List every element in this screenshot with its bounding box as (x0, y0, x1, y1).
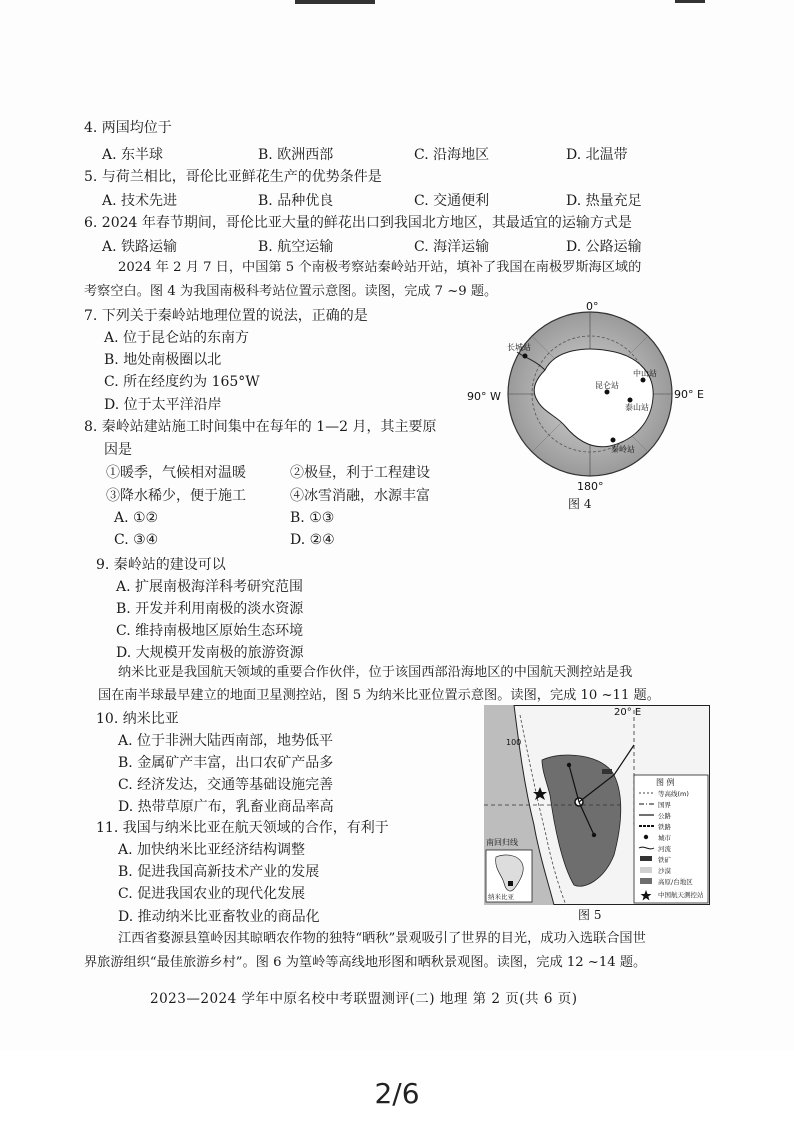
q9-option-d: D. 大规模开发南极的旅游资源 (116, 645, 304, 661)
figure-4-antarctica-map (465, 300, 715, 520)
legend-swatch-plateau (640, 878, 652, 884)
contour-label: 100 (506, 738, 522, 747)
lon-label-left: 90° W (467, 390, 501, 403)
q6-option-d: D. 公路运输 (566, 239, 642, 255)
q6-option-a: A. 铁路运输 (102, 239, 178, 255)
q6-option-c: C. 海洋运输 (414, 239, 490, 255)
page-indicator: 2/6 (374, 1077, 420, 1110)
q10-option-a: A. 位于非洲大陆西南部，地势低平 (118, 733, 334, 749)
q4-option-b: B. 欧洲西部 (258, 147, 334, 163)
legend-item-7: 沙漠 (658, 867, 671, 875)
taishan-station-label: 泰山站 (625, 403, 649, 412)
q10-option-c: C. 经济发达，交通等基础设施完善 (118, 777, 334, 793)
q11-option-b: B. 促进我国高新技术产业的发展 (118, 864, 320, 880)
question-10-stem: 10. 纳米比亚 (96, 711, 179, 727)
q4-option-a: A. 东半球 (102, 147, 164, 163)
legend-item-3: 铁路 (658, 823, 671, 831)
inset-namibia-marker (508, 881, 513, 886)
lon-label-right: 90° E (674, 388, 704, 401)
q11-option-a: A. 加快纳米比亚经济结构调整 (118, 842, 306, 858)
question-9-stem: 9. 秦岭站的建设可以 (96, 557, 226, 573)
question-11-stem: 11. 我国与纳米比亚在航天领域的合作，有利于 (96, 820, 389, 836)
legend-item-5: 河流 (658, 845, 671, 853)
scan-mark (675, 0, 705, 3)
legend-swatch-iron (640, 856, 652, 861)
taishan-station-marker (628, 398, 633, 403)
figure-4-caption: 图 4 (568, 497, 592, 511)
q8-statement-2: ②极昼，利于工程建设 (290, 465, 430, 481)
q9-option-c: C. 维持南极地区原始生态环境 (116, 623, 304, 639)
q6-option-b: B. 航空运输 (258, 239, 334, 255)
q5-option-d: D. 热量充足 (566, 193, 642, 209)
q7-option-a: A. 位于昆仑站的东南方 (104, 330, 250, 346)
q9-option-a: A. 扩展南极海洋科考研究范围 (116, 579, 304, 595)
q8-option-c: C. ③④ (114, 532, 159, 548)
q5-option-a: A. 技术先进 (102, 193, 178, 209)
passage-2-line-1: 纳米比亚是我国航天领域的重要合作伙伴，位于该国西部沿海地区的中国航天测控站是我 (118, 665, 633, 680)
legend-item-4: 城市 (658, 834, 671, 842)
q8-option-d: D. ②④ (290, 532, 335, 548)
passage-2-line-2: 国在南半球最早建立的地面卫星测控站，图 5 为纳米比亚位置示意图。读图，完成 10 ~11 题。 (98, 688, 660, 703)
lon-label-bottom: 180° (577, 480, 604, 493)
q8-statement-4: ④冰雪消融，水源丰富 (290, 488, 430, 504)
q8-option-a: A. ①② (114, 510, 159, 526)
iron-mine-marker (602, 769, 612, 774)
legend-item-8: 高原/台地区 (658, 878, 693, 886)
question-8-stem-1: 8. 秦岭站建站施工时间集中在每年的 1—2 月，其主要原 (84, 419, 437, 435)
q4-option-c: C. 沿海地区 (414, 147, 490, 163)
legend-swatch-desert (640, 867, 652, 873)
q4-option-d: D. 北温带 (566, 147, 628, 163)
passage-3-line-1: 江西省婺源县篁岭因其晾晒农作物的独特“晒秋”景观吸引了世界的目光，成功入选联合国世 (118, 931, 646, 946)
question-8-stem-2: 因是 (104, 442, 132, 458)
qinling-station-marker (611, 438, 616, 443)
q10-option-d: D. 热带草原广布，乳畜业商品率高 (118, 799, 334, 815)
q5-option-c: C. 交通便利 (414, 193, 490, 209)
question-6-stem: 6. 2024 年春节期间，哥伦比亚大量的鲜花出口到我国北方地区，其最适宜的运输方式是 (84, 215, 632, 231)
q10-option-b: B. 金属矿产丰富，出口农矿产品多 (118, 755, 334, 771)
kunlun-station-marker (605, 390, 610, 395)
passage-3-line-2: 界旅游组织“最佳旅游乡村”。图 6 为篁岭等高线地形图和晒秋景观图。读图，完成 12 ~14 题。 (84, 955, 647, 970)
question-4-stem: 4. 两国均位于 (84, 120, 172, 136)
legend-item-9: 中国航天测控站 (658, 891, 704, 899)
question-7-stem: 7. 下列关于秦岭站地理位置的说法，正确的是 (84, 308, 368, 324)
figure-5-namibia-map (484, 705, 710, 905)
inset-label: 纳米比亚 (488, 893, 514, 901)
legend-swatch-city (644, 835, 648, 839)
q8-option-b: B. ①③ (290, 510, 335, 526)
q7-option-d: D. 位于太平洋沿岸 (104, 397, 222, 413)
legend-item-1: 国界 (658, 801, 671, 809)
page-footer: 2023—2024 学年中原名校中考联盟测评(二) 地理 第 2 页(共 6 页) (150, 991, 578, 1007)
q8-statement-3: ③降水稀少，便于施工 (106, 488, 246, 504)
passage-1-line-1: 2024 年 2 月 7 日，中国第 5 个南极考察站秦岭站开站，填补了我国在南极罗斯海区域的 (118, 260, 642, 275)
q9-option-b: B. 开发并利用南极的淡水资源 (116, 601, 304, 617)
qinling-station-label: 秦岭站 (611, 445, 635, 454)
q5-option-b: B. 品种优良 (258, 193, 334, 209)
legend-title: 图 例 (656, 778, 675, 787)
figure-5-caption: 图 5 (578, 908, 602, 922)
question-5-stem: 5. 与荷兰相比，哥伦比亚鲜花生产的优势条件是 (84, 169, 382, 185)
kunlun-station-label: 昆仑站 (595, 381, 619, 390)
zhongshan-station-label: 中山站 (633, 369, 657, 378)
passage-1-line-2: 考察空白。图 4 为我国南极科考站位置示意图。读图，完成 7 ~9 题。 (84, 284, 498, 299)
tropic-label: 南回归线 (486, 838, 518, 847)
great-wall-station-marker (523, 354, 528, 359)
zhongshan-station-marker (641, 378, 646, 383)
q7-option-c: C. 所在经度约为 165°W (104, 374, 260, 390)
scan-mark (295, 0, 375, 4)
longitude-label: 20° E (614, 707, 642, 718)
legend-item-6: 铁矿 (658, 856, 671, 864)
great-wall-station-label: 长城站 (507, 343, 531, 352)
q11-option-d: D. 推动纳米比亚畜牧业的商品化 (118, 909, 320, 925)
lon-label-top: 0° (586, 300, 599, 313)
q8-statement-1: ①暖季，气候相对温暖 (106, 465, 246, 481)
q11-option-c: C. 促进我国农业的现代化发展 (118, 886, 306, 902)
legend-item-0: 等高线(m) (658, 790, 689, 798)
legend-item-2: 公路 (658, 812, 671, 820)
q7-option-b: B. 地处南极圈以北 (104, 352, 222, 368)
